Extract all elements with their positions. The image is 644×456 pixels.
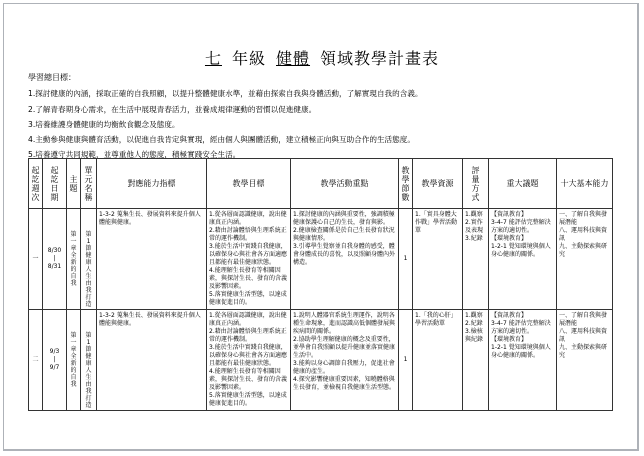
objectives-cell: 1.從各層面認識健康，說出健康真正內涵。 2.藉由討論體悟與生理系統正常的運作機制。 3.能於生活中實踐自我健康，以確保身心與社會各方面適應且都能有最佳健康狀態。 4.能理解生長發育等相關因素，與探討生長、發育的含義及影響因素。 5.落實健康生活型態，以達成健康促進目的。 [207, 310, 291, 411]
goal-item: 2.了解青春期身心需求，在生活中展現青春活力，並養成規律運動的習慣以促進健康。 [28, 105, 317, 114]
table-header-row [29, 159, 613, 209]
subject-suffix: 領域教學計畫表 [320, 49, 440, 68]
goal-item: 5.培養遵守共同規範，並尊重他人的態度，積極實踐安全生活。 [28, 150, 241, 159]
header-objectives: 教學目標 [207, 159, 291, 209]
date-cell: 8/30 | 8/31 [43, 209, 67, 310]
header-resources: 教學資源 [413, 159, 463, 209]
hours-cell: 1 [399, 209, 413, 310]
header-unit: 單元名稱 [81, 159, 97, 209]
indicators-cell: 1-3-2 蒐集生長、發展資料來提升個人體能與健康。 [97, 209, 207, 310]
theme-cell: 第一章 全新的自我 [67, 310, 81, 411]
header-basic-abilities: 十大基本能力 [557, 159, 613, 209]
assessment-cell: 1.觀察 2.紀錄 3.檢核與紀錄 [463, 310, 489, 411]
goal-item: 1.探討健康的內涵，採取正確的自我照顧，以提升整體健康水準，並藉由探索自我與身體活動，了解實現自我的含義。 [28, 89, 423, 98]
header-theme: 主題 [67, 159, 81, 209]
week-cell: 一 [29, 209, 43, 310]
header-hours: 教學節數 [399, 159, 413, 209]
abilities-cell: 一、了解自我與發展潛能 八、運用科技與資訊 九、主動探索與研究 [557, 209, 613, 310]
week-cell: 二 [29, 310, 43, 411]
issues-cell: 【資訊教育】 3-4-7 能評估完整解決方案的適切性。 【環境教育】 1-2-1 覺知環境與個人身心健康的關係。 [489, 209, 557, 310]
header-activities: 教學活動重點 [291, 159, 399, 209]
header-week: 起訖週次 [29, 159, 43, 209]
table-row [29, 209, 613, 310]
subject-domain: 健體 [276, 49, 311, 68]
unit-cell: 第1節 健康人生由我打造 [81, 310, 97, 411]
theme-cell: 第一章 全新的自我 [67, 209, 81, 310]
goal-item: 4.主動參與健康與體育活動，以促進自我肯定與實現，經由個人與團體活動，建立積極正向與互助合作的生活態度。 [28, 135, 415, 144]
objectives-cell: 1.從各層面認識健康，說出健康真正內涵。 2.藉由討論體悟與生理系統正常的運作機制。 3.能於生活中實踐自我健康，以確保身心與社會各方面適應且都能有最佳健康狀態。 4.能理解生長發育等相關因素，與探討生長、發育的含義及影響因素。 5.落實健康生活型態，以達成健康促進目的。 [207, 209, 291, 310]
abilities-cell: 一、了解自我與發展潛能 八、運用科技與資訊 九、主動探索與研究 [557, 310, 613, 411]
header-issues: 重大議題 [489, 159, 557, 209]
date-cell: 9/3 | 9/7 [43, 310, 67, 411]
assessment-cell: 1.觀察 2.實作及表現 3.紀錄 [463, 209, 489, 310]
goals-heading: 學習總目標： [28, 73, 76, 82]
resources-cell: 1.「實具身體大作戰」學習活動單 [413, 209, 463, 310]
resources-cell: 1.「我的心肝」學習活動單 [413, 310, 463, 411]
page-title [0, 46, 644, 69]
indicators-cell: 1-3-2 蒐集生長、發展資料來提升個人體能與健康。 [97, 310, 207, 411]
header-assessment: 評量方式 [463, 159, 489, 209]
header-date: 起訖日期 [43, 159, 67, 209]
activities-cell: 1.說明人體器官系統生理運作，說明各種生命現象，進而認識高低個體發展與疾病間的關係。 2.協助學生理解健康的概念及重要性，並學會自我照顧以提升健康並落實健康生活中。 3.能夠以身心調節自我壓力，促進社會健康的產生。 4.探究影響健康重要因素，知曉體格與生長發育，並檢視自我健康生活型態。 [291, 310, 399, 411]
grade-label: 年級 [231, 49, 266, 68]
header-indicators: 對應能力指標 [97, 159, 207, 209]
activities-cell: 1.探討健康的內涵與重要性，強調積極健康保護心自己的生長，發育與影。 2.健康檢查關係是於自己生長發育狀況與健康情形。 3.引導學生覺察並自我身體的感受，體會身體成長的喜悅，以及照顧身體內外構造。 [291, 209, 399, 310]
table-row [29, 310, 613, 411]
unit-cell: 第1節 健康人生由我打造 [81, 209, 97, 310]
lesson-plan-table [28, 158, 613, 411]
goal-item: 3.培養維護身體健康的均衡飲食觀念及態度。 [28, 120, 180, 129]
grade-number: 七 [204, 49, 222, 68]
issues-cell: 【資訊教育】 3-4-7 能評估完整解決方案的適切性。 【環境教育】 1-2-1 覺知環境與個人身心健康的關係。 [489, 310, 557, 411]
hours-cell: 1 [399, 310, 413, 411]
